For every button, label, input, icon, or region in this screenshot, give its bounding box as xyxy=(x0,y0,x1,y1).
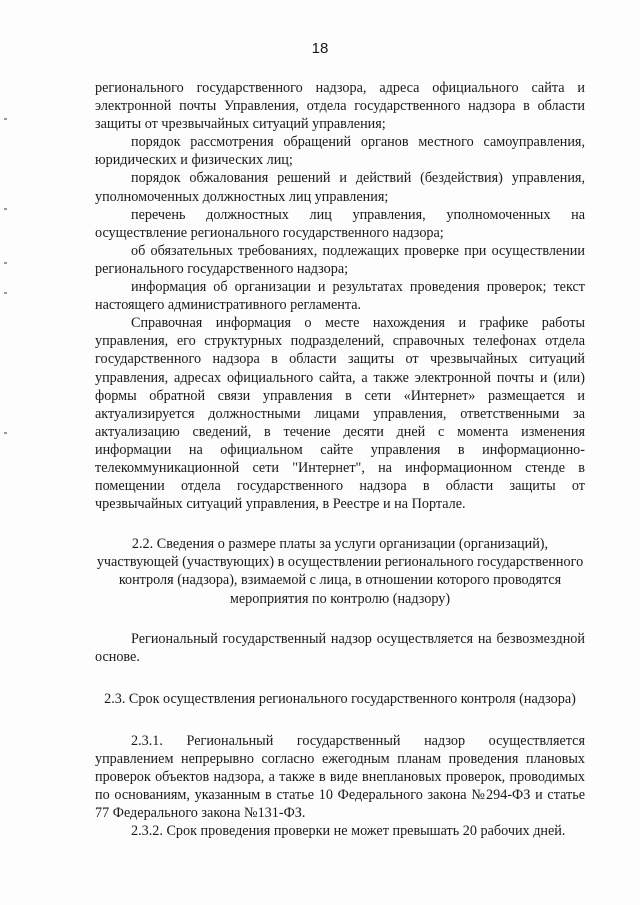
section-item-2-3-1: 2.3.1. Региональный государственный надзор осуществляется управлением непрерывно согласно ежегодным планам проведения плановых проверок объектов надзора, а также в виде внеплановых проверок, проводимых по основаниям, указанным в статье 10 Федерального закона №294-ФЗ и статье 77 Федерального закона №131-ФЗ. xyxy=(95,732,585,822)
section-item-2-3-2: 2.3.2. Срок проведения проверки не может превышать 20 рабочих дней. xyxy=(131,823,566,840)
list-item: порядок обжалования решений и действий (бездействия) управления, уполномоченных должностных лиц управления; xyxy=(95,170,585,205)
reference-info-paragraph: Справочная информация о месте нахождения и графике работы управления, его структурных подразделений, справочных телефонах отдела государственного надзора в области защиты от чрезвычайных ситуаций управления, адресах официального сайта, а также электронной почты и (или) формы обратной связи управления в сети «Интернет» размещается и актуализируется должностными лицами управления, ответственными за актуализацию сведений, в течение десяти дней с момента изменения информации на официальном сайте управления в информационно-телекоммуникационной сети "Интернет", на информационном стенде в помещении отдела государственного надзора в области защиты от чрезвычайных ситуаций управления, в Реестре и на Портале. xyxy=(95,315,585,513)
document-body xyxy=(95,79,585,840)
list-item: об обязательных требованиях, подлежащих проверке при осуществлении регионального государственного надзора; xyxy=(95,242,585,277)
scan-edge-marks xyxy=(0,0,12,905)
section-heading-2-3: 2.3. Срок осуществления регионального государственного контроля (надзора) xyxy=(104,690,576,707)
list-item: порядок рассмотрения обращений органов местного самоуправления, юридических и физических лиц; xyxy=(95,134,585,169)
section-heading-2-2: 2.2. Сведения о размере платы за услуги организации (организаций), участвующей (участвующих) в осуществлении регионального государственного контроля (надзора), взимаемой с лица, в отношении которого проводятся мероприятия по контролю (надзору) xyxy=(96,536,584,607)
intro-paragraph: регионального государственного надзора, адреса официального сайта и электронной почты Управления, отдела государственного надзора в области защиты от чрезвычайных ситуаций управления; xyxy=(95,80,585,133)
list-item: информация об организации и результатах проведения проверок; текст настоящего административного регламента. xyxy=(95,279,585,314)
list-item: перечень должностных лиц управления, уполномоченных на осуществление регионального государственного надзора; xyxy=(95,206,585,241)
page-number: 18 xyxy=(311,40,329,57)
section-2-2-text: Региональный государственный надзор осуществляется на безвозмездной основе. xyxy=(95,630,585,665)
